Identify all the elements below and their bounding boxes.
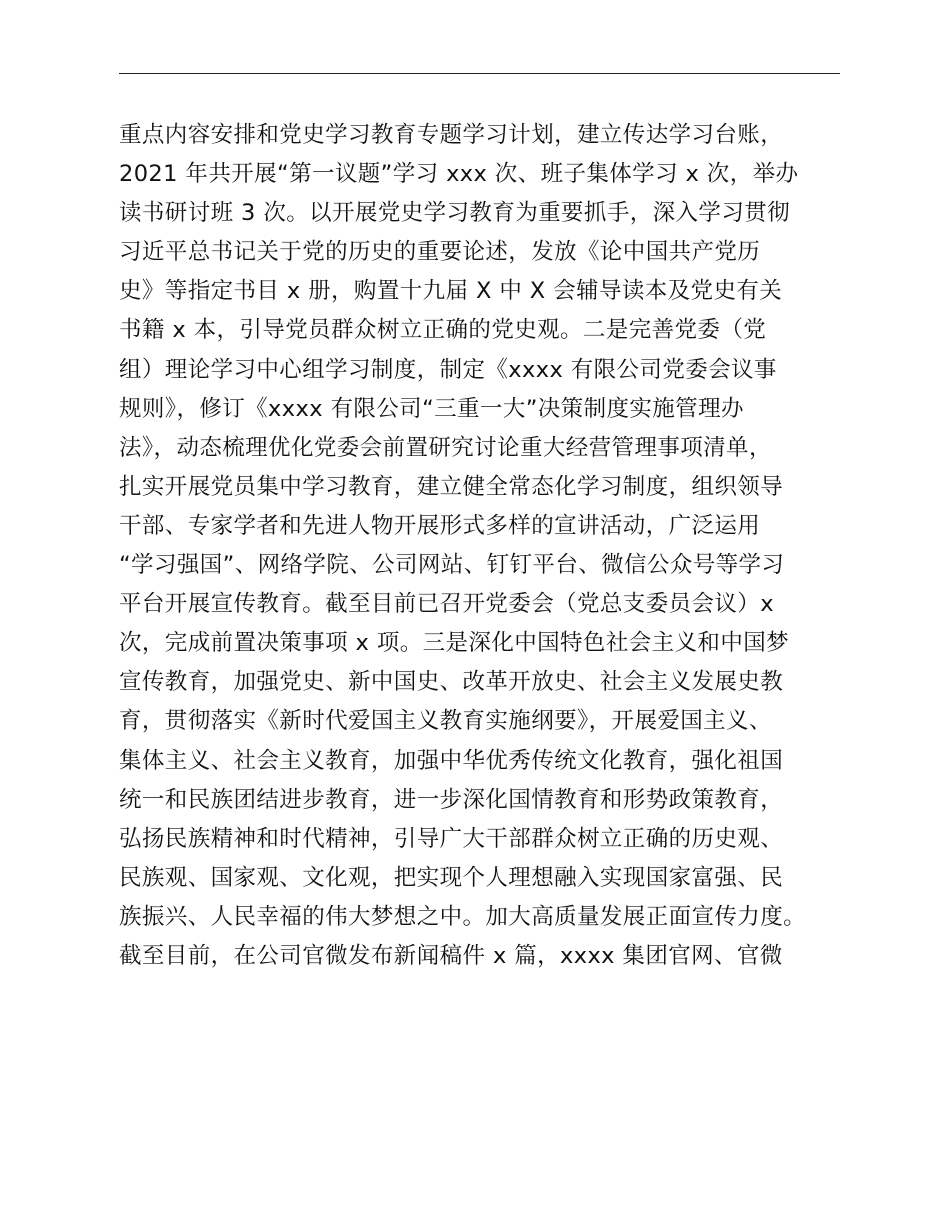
text-line: 截至目前，在公司官微发布新闻稿件 x 篇，xxxx 集团官网、官微 [119, 942, 783, 969]
text-line: 弘扬民族精神和时代精神，引导广大干部群众树立正确的历史观、 [119, 825, 784, 852]
text-line: 组）理论学习中心组学习制度，制定《xxxx 有限公司党委会议事 [119, 356, 777, 383]
text-line: 重点内容安排和党史学习教育专题学习计划，建立传达学习台账， [119, 122, 784, 148]
text-line: 规则》，修订《xxxx 有限公司“三重一大”决策制度实施管理办 [119, 395, 744, 422]
text-line: 宣传教育，加强党史、新中国史、改革开放史、社会主义发展史教 [119, 669, 784, 696]
document-body [119, 116, 859, 976]
text-line: 育，贯彻落实《新时代爱国主义教育实施纲要》，开展爱国主义、 [119, 708, 772, 735]
text-line: 书籍 x 本，引导党员群众树立正确的党史观。二是完善党委（党 [119, 317, 767, 344]
text-line: 族振兴、人民幸福的伟大梦想之中。加大高质量发展正面宣传力度。 [119, 903, 807, 930]
text-line: 集体主义、社会主义教育，加强中华优秀传统文化教育，强化祖国 [119, 747, 784, 774]
text-line: 习近平总书记关于党的历史的重要论述，发放《论中国共产党历 [119, 239, 761, 266]
text-line: 统一和民族团结进步教育，进一步深化国情教育和形势政策教育， [119, 786, 784, 813]
text-line: “学习强国”、网络学院、公司网站、钉钉平台、微信公众号等学习 [119, 552, 785, 579]
text-line: 2021 年共开展“第一议题”学习 xxx 次、班子集体学习 x 次，举办 [119, 161, 799, 188]
text-line: 法》，动态梳理优化党委会前置研究讨论重大经营管理事项清单， [119, 434, 772, 461]
text-line: 干部、专家学者和先进人物开展形式多样的宣讲活动，广泛运用 [119, 512, 761, 539]
text-line: 次，完成前置决策事项 x 项。三是深化中国特色社会主义和中国梦 [119, 630, 790, 657]
text-line: 平台开展宣传教育。截至目前已召开党委会（党总支委员会议）x [119, 591, 774, 618]
text-line: 读书研讨班 3 次。以开展党史学习教育为重要抓手，深入学习贯彻 [119, 200, 791, 227]
text-line: 扎实开展党员集中学习教育，建立健全常态化学习制度，组织领导 [119, 473, 784, 500]
text-line: 史》等指定书目 x 册，购置十九届 X 中 X 会辅导读本及党史有关 [119, 278, 783, 305]
text-line: 民族观、国家观、文化观，把实现个人理想融入实现国家富强、民 [119, 864, 784, 891]
header-rule [119, 73, 840, 74]
